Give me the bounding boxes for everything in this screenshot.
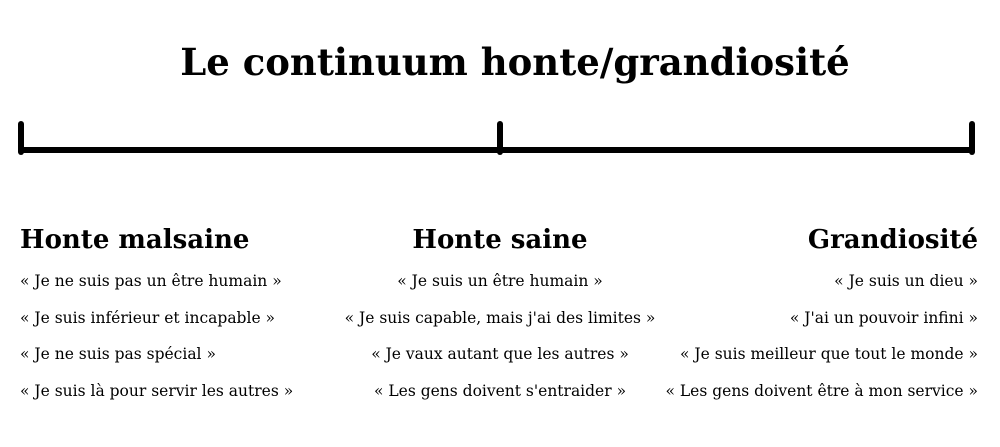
quote-item: « Je suis inférieur et incapable » [20, 308, 276, 327]
quote-item: « Je suis meilleur que tout le monde » [679, 345, 978, 363]
quote-item: « Je ne suis pas un être humain » [20, 272, 282, 290]
quote-item: « Je vaux autant que les autres » [371, 345, 629, 363]
quote-item: « Les gens doivent s'entraider » [373, 381, 627, 400]
quote-list [20, 272, 293, 400]
quote-list [300, 272, 700, 400]
column-heading: Honte saine [412, 225, 588, 255]
quote-item: « Je ne suis pas spécial » [20, 345, 216, 363]
column-grandiosite [665, 222, 978, 418]
quote-item: « Je suis un dieu » [834, 272, 978, 290]
quote-item: « Je suis là pour servir les autres » [20, 381, 294, 400]
column-honte-saine [300, 222, 700, 418]
column-honte-malsaine [20, 222, 293, 418]
quote-item: « Je suis un être humain » [397, 272, 603, 290]
quote-item: « J'ai un pouvoir infini » [789, 308, 978, 327]
quote-item: « Les gens doivent être à mon service » [665, 381, 978, 400]
quote-item: « Je suis capable, mais j'ai des limites » [344, 308, 656, 327]
column-heading: Grandiosité [807, 225, 978, 255]
quote-list [665, 272, 978, 400]
column-heading: Honte malsaine [20, 225, 250, 255]
diagram-title: Le continuum honte/grandiosité [180, 40, 850, 84]
